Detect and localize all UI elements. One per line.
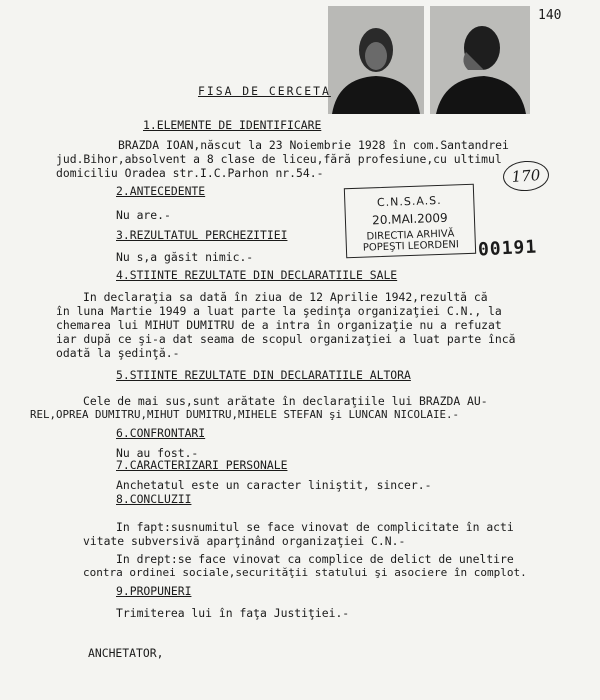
registry-number: 00191 <box>477 236 538 261</box>
section-4-line: odată la şedinţă.- <box>56 346 180 360</box>
stamp-date: 20.MAI.2009 <box>371 210 448 228</box>
section-1-line: jud.Bihor,absolvent a 8 clase de liceu,fără profesiune,cu ultimul <box>56 152 502 166</box>
section-9-line: Trimiterea lui în faţa Justiţiei.- <box>116 606 350 620</box>
archive-number-text: 170 <box>511 166 541 186</box>
section-6-heading: 6.CONFRONTARI <box>116 426 206 440</box>
section-2-line: Nu are.- <box>116 208 171 222</box>
section-6-line: Nu au fost.- <box>116 446 199 460</box>
section-4-line: chemarea lui MIHUT DUMITRU de a intra în organizaţie nu a refuzat <box>56 318 502 332</box>
section-9-heading: 9.PROPUNERI <box>116 584 192 598</box>
photo-front <box>328 6 424 114</box>
section-7-line: Anchetatul este un caracter liniştit, sincer.- <box>116 478 432 492</box>
signature-label: ANCHETATOR, <box>88 646 164 660</box>
section-4-line: iar după ce şi-a dat seama de scopul organizaţiei a luat parte încă <box>56 332 516 346</box>
section-5-heading: 5.STIINTE REZULTATE DIN DECLARATIILE ALTORA <box>116 368 411 382</box>
portrait-front-icon <box>328 6 424 114</box>
page-title: FISA DE CERCETA <box>198 84 331 98</box>
section-4-line: în luna Martie 1949 a luat parte la şedinţa organizaţiei C.N., la <box>56 304 502 318</box>
section-1-heading: 1.ELEMENTE DE IDENTIFICARE <box>143 118 322 132</box>
section-8-line: vitate subversivă aparţinând organizaţiei C.N.- <box>83 534 406 548</box>
stamp-line-4: POPEŞTI LEORDENI <box>362 239 460 254</box>
section-1-line: domiciliu Oradea str.I.C.Parhon nr.54.- <box>56 166 324 180</box>
section-8-line: In fapt:susnumitul se face vinovat de complicitate în acti <box>116 520 514 534</box>
section-3-heading: 3.REZULTATUL PERCHEZITIEI <box>116 228 288 242</box>
section-5-line: REL,OPREA DUMITRU,MIHUT DUMITRU,MIHELE STEFAN şi LUNCAN NICOLAIE.- <box>30 408 460 421</box>
section-5-line: Cele de mai sus,sunt arătate în declaraţiile lui BRAZDA AU- <box>83 394 488 408</box>
stamp-line-3: DIRECTIA ARHIVĂ <box>366 228 455 243</box>
section-3-line: Nu s,a găsit nimic.- <box>116 250 254 264</box>
page-number: 140 <box>538 8 562 23</box>
section-8-line: contra ordinei sociale,securităţii statului şi asociere în complot. <box>83 566 527 579</box>
section-4-heading: 4.STIINTE REZULTATE DIN DECLARATIILE SALE <box>116 268 398 282</box>
section-1-line: BRAZDA IOAN,născut la 23 Noiembrie 1928 în com.Santandrei <box>118 138 509 152</box>
section-2-heading: 2.ANTECEDENTE <box>116 184 206 198</box>
photo-profile <box>430 6 530 114</box>
archive-number <box>502 159 550 192</box>
section-8-heading: 8.CONCLUZII <box>116 492 192 506</box>
archive-stamp <box>344 184 476 258</box>
stamp-line-1: C.N.S.A.S. <box>376 193 442 210</box>
section-4-line: In declaraţia sa dată în ziua de 12 Aprilie 1942,rezultă că <box>83 290 488 304</box>
section-8-line: In drept:se face vinovat ca complice de delict de uneltire <box>116 552 514 566</box>
portrait-profile-icon <box>430 6 530 114</box>
section-7-heading: 7.CARACTERIZARI PERSONALE <box>116 458 288 472</box>
